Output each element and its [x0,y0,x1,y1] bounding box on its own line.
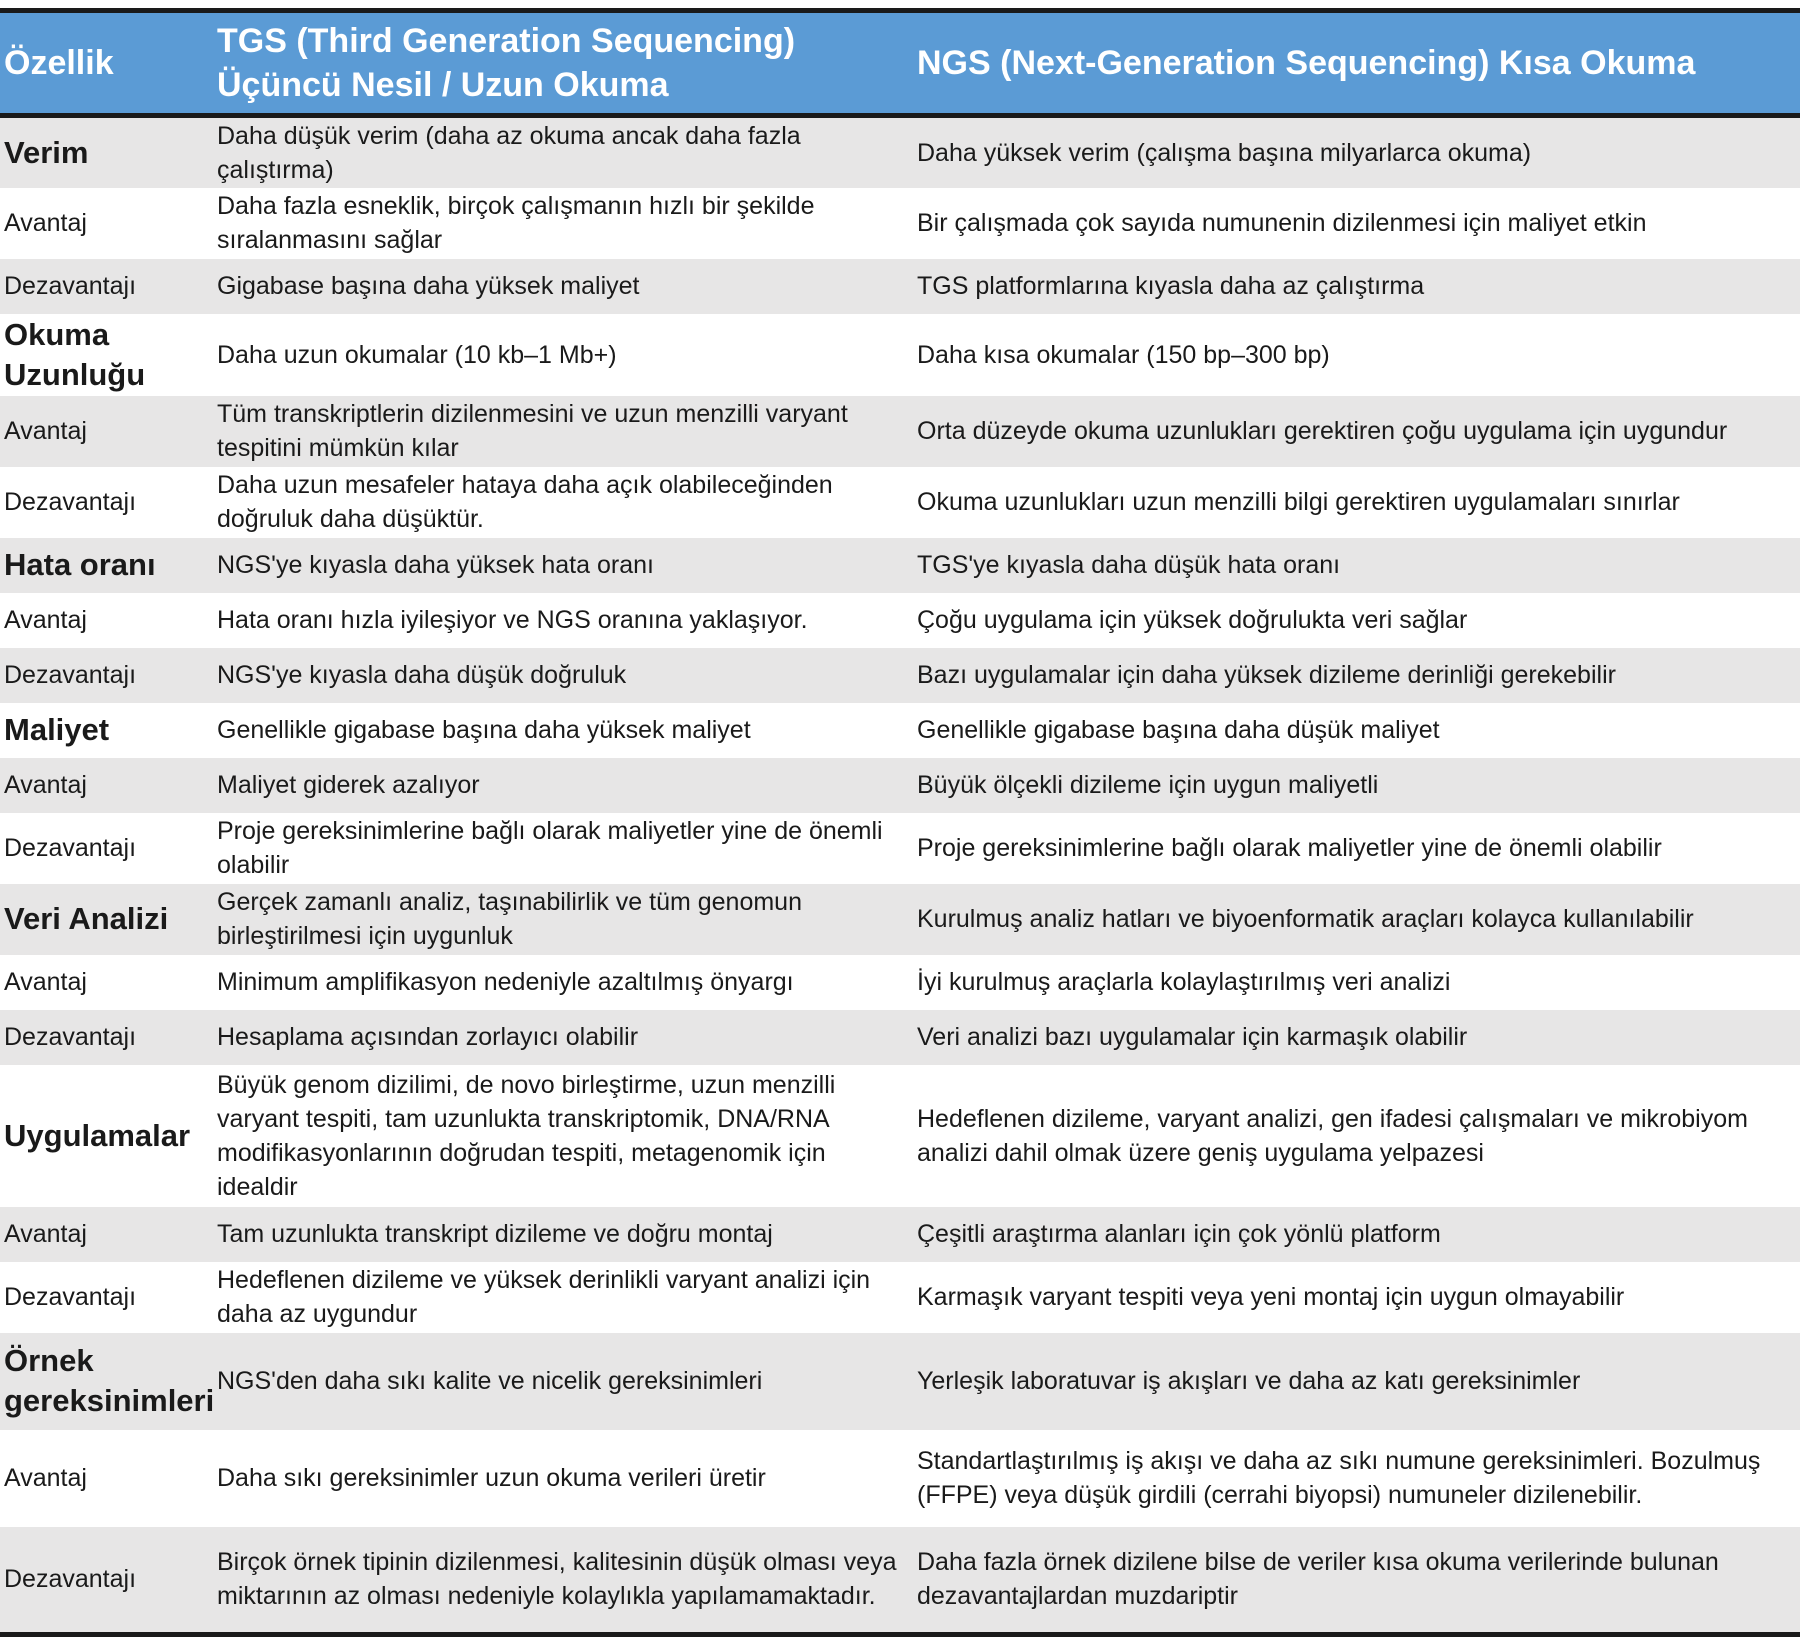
row-label: Maliyet [0,703,212,758]
ngs-cell: Bir çalışmada çok sayıda numunenin dizilenmesi için maliyet etkin [912,188,1800,259]
ngs-cell: Orta düzeyde okuma uzunlukları gerektiren çoğu uygulama için uygundur [912,396,1800,467]
header-tgs: TGS (Third Generation Sequencing) Üçüncü Nesil / Uzun Okuma [212,11,912,116]
ngs-cell: TGS platformlarına kıyasla daha az çalıştırma [912,259,1800,314]
row-label: Okuma Uzunluğu [0,314,212,396]
row-label: Dezavantajı [0,648,212,703]
comparison-table [0,8,1800,1637]
tgs-cell: NGS'ye kıyasla daha düşük doğruluk [212,648,912,703]
table-row [0,593,1800,648]
comparison-table-container [0,8,1800,1637]
header-ngs: NGS (Next-Generation Sequencing) Kısa Okuma [912,11,1800,116]
tgs-cell: Daha sıkı gereksinimler uzun okuma verileri üretir [212,1430,912,1527]
row-label: Avantaj [0,396,212,467]
table-row [0,259,1800,314]
table-row [0,758,1800,813]
row-label: Avantaj [0,955,212,1010]
tgs-cell: Gigabase başına daha yüksek maliyet [212,259,912,314]
tgs-cell: Daha fazla esneklik, birçok çalışmanın hızlı bir şekilde sıralanmasını sağlar [212,188,912,259]
ngs-cell: Hedeflenen dizileme, varyant analizi, gen ifadesi çalışmaları ve mikrobiyom analizi dahil olmak üzere geniş uygulama yelpazesi [912,1065,1800,1207]
table-row [0,884,1800,955]
ngs-cell: Daha fazla örnek dizilene bilse de veriler kısa okuma verilerinde bulunan dezavantajlardan muzdariptir [912,1527,1800,1635]
tgs-cell: Tüm transkriptlerin dizilenmesini ve uzun menzilli varyant tespitini mümkün kılar [212,396,912,467]
tgs-cell: Hata oranı hızla iyileşiyor ve NGS oranına yaklaşıyor. [212,593,912,648]
row-label: Avantaj [0,758,212,813]
row-label: Verim [0,116,212,188]
ngs-cell: Çeşitli araştırma alanları için çok yönlü platform [912,1207,1800,1262]
table-row [0,813,1800,884]
row-label: Avantaj [0,188,212,259]
ngs-cell: Daha yüksek verim (çalışma başına milyarlarca okuma) [912,116,1800,188]
table-row [0,1262,1800,1333]
row-label: Dezavantajı [0,467,212,538]
ngs-cell: Proje gereksinimlerine bağlı olarak maliyetler yine de önemli olabilir [912,813,1800,884]
row-label: Örnek gereksinimleri [0,1333,212,1430]
ngs-cell: TGS'ye kıyasla daha düşük hata oranı [912,538,1800,593]
tgs-cell: Daha uzun mesafeler hataya daha açık olabileceğinden doğruluk daha düşüktür. [212,467,912,538]
table-row [0,648,1800,703]
table-row [0,1207,1800,1262]
row-label: Dezavantajı [0,1527,212,1635]
tgs-cell: NGS'den daha sıkı kalite ve nicelik gereksinimleri [212,1333,912,1430]
row-label: Hata oranı [0,538,212,593]
table-row [0,314,1800,396]
table-header-row [0,11,1800,116]
table-row [0,467,1800,538]
tgs-cell: Hedeflenen dizileme ve yüksek derinlikli varyant analizi için daha az uygundur [212,1262,912,1333]
row-label: Dezavantajı [0,259,212,314]
ngs-cell: Genellikle gigabase başına daha düşük maliyet [912,703,1800,758]
header-feature: Özellik [0,11,212,116]
row-label: Dezavantajı [0,1262,212,1333]
table-row [0,1065,1800,1207]
table-row [0,1010,1800,1065]
row-label: Avantaj [0,1207,212,1262]
table-row [0,1430,1800,1527]
tgs-cell: Minimum amplifikasyon nedeniyle azaltılmış önyargı [212,955,912,1010]
tgs-cell: Büyük genom dizilimi, de novo birleştirme, uzun menzilli varyant tespiti, tam uzunlukta transkriptomik, DNA/RNA modifikasyonlarının doğrudan tespiti, metagenomik için idealdir [212,1065,912,1207]
ngs-cell: Standartlaştırılmış iş akışı ve daha az sıkı numune gereksinimleri. Bozulmuş (FFPE) veya düşük girdili (cerrahi biyopsi) numuneler dizilenebilir. [912,1430,1800,1527]
ngs-cell: Büyük ölçekli dizileme için uygun maliyetli [912,758,1800,813]
table-row [0,116,1800,188]
table-row [0,1333,1800,1430]
ngs-cell: Çoğu uygulama için yüksek doğrulukta veri sağlar [912,593,1800,648]
tgs-cell: Birçok örnek tipinin dizilenmesi, kalitesinin düşük olması veya miktarının az olması nedeniyle kolaylıkla yapılamamaktadır. [212,1527,912,1635]
tgs-cell: Genellikle gigabase başına daha yüksek maliyet [212,703,912,758]
tgs-cell: Gerçek zamanlı analiz, taşınabilirlik ve tüm genomun birleştirilmesi için uygunluk [212,884,912,955]
row-label: Dezavantajı [0,1010,212,1065]
table-row [0,538,1800,593]
ngs-cell: Kurulmuş analiz hatları ve biyoenformatik araçları kolayca kullanılabilir [912,884,1800,955]
ngs-cell: Bazı uygulamalar için daha yüksek dizileme derinliği gerekebilir [912,648,1800,703]
tgs-cell: Proje gereksinimlerine bağlı olarak maliyetler yine de önemli olabilir [212,813,912,884]
ngs-cell: Daha kısa okumalar (150 bp–300 bp) [912,314,1800,396]
row-label: Uygulamalar [0,1065,212,1207]
tgs-cell: NGS'ye kıyasla daha yüksek hata oranı [212,538,912,593]
row-label: Avantaj [0,593,212,648]
ngs-cell: Okuma uzunlukları uzun menzilli bilgi gerektiren uygulamaları sınırlar [912,467,1800,538]
table-row [0,188,1800,259]
table-row [0,703,1800,758]
row-label: Avantaj [0,1430,212,1527]
tgs-cell: Daha düşük verim (daha az okuma ancak daha fazla çalıştırma) [212,116,912,188]
row-label: Veri Analizi [0,884,212,955]
tgs-cell: Daha uzun okumalar (10 kb–1 Mb+) [212,314,912,396]
ngs-cell: Yerleşik laboratuvar iş akışları ve daha az katı gereksinimler [912,1333,1800,1430]
table-row [0,955,1800,1010]
tgs-cell: Hesaplama açısından zorlayıcı olabilir [212,1010,912,1065]
tgs-cell: Tam uzunlukta transkript dizileme ve doğru montaj [212,1207,912,1262]
table-row [0,1527,1800,1635]
table-row [0,396,1800,467]
tgs-cell: Maliyet giderek azalıyor [212,758,912,813]
ngs-cell: Veri analizi bazı uygulamalar için karmaşık olabilir [912,1010,1800,1065]
row-label: Dezavantajı [0,813,212,884]
ngs-cell: İyi kurulmuş araçlarla kolaylaştırılmış veri analizi [912,955,1800,1010]
ngs-cell: Karmaşık varyant tespiti veya yeni montaj için uygun olmayabilir [912,1262,1800,1333]
